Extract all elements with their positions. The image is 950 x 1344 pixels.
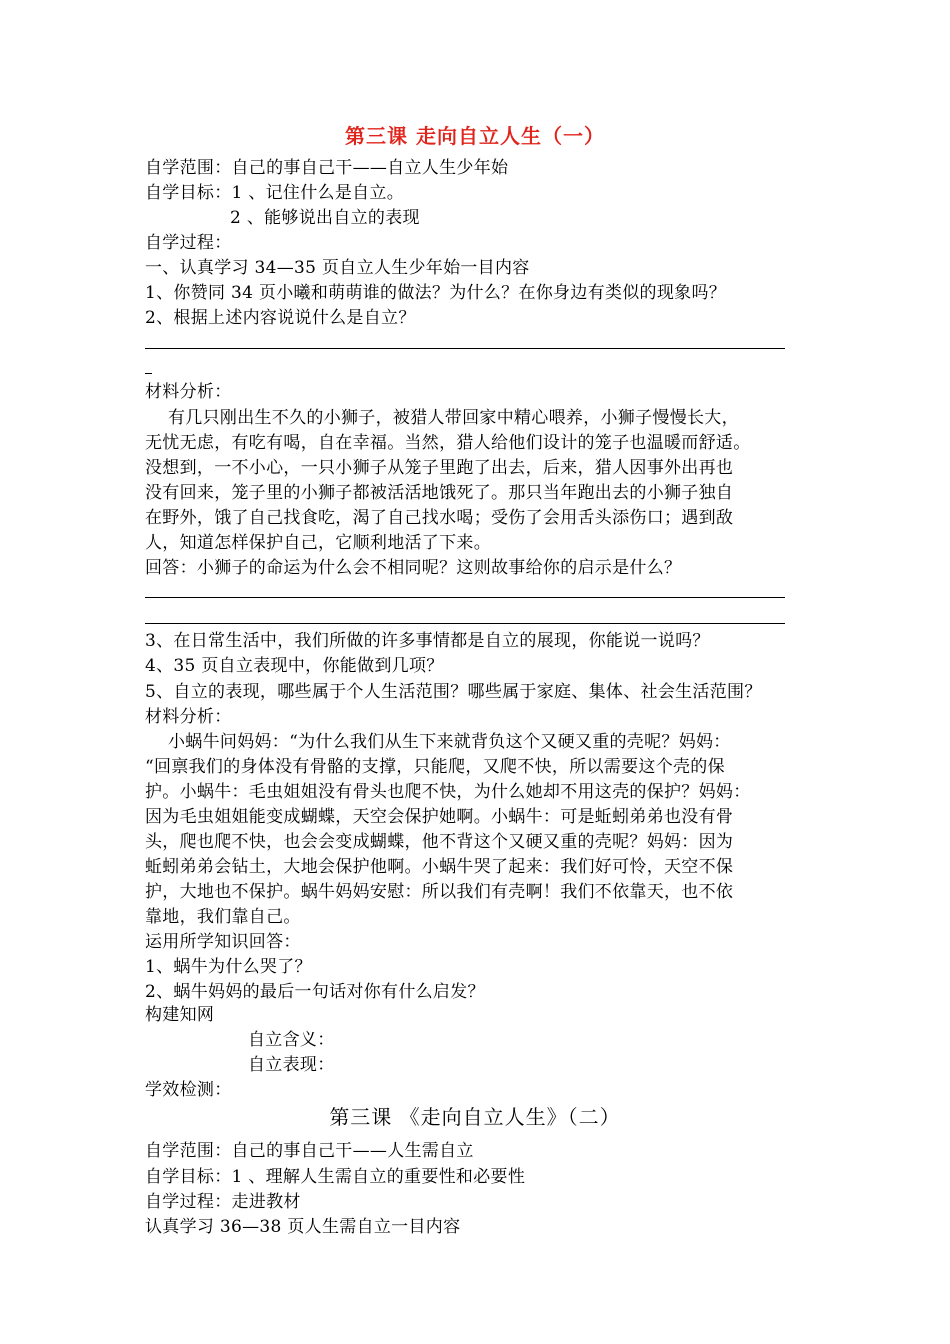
story-1-line: 没有回来，笼子里的小狮子都被活活地饿死了。那只当年跑出去的小狮子独自 bbox=[145, 483, 734, 503]
story-1-line: 在野外，饿了自己找食吃，渴了自己找水喝；受伤了会用舌头添伤口；遇到敌 bbox=[145, 508, 734, 528]
lesson1-title: 第三课 走向自立人生（一） bbox=[345, 124, 605, 148]
lesson1-goal-2: 2 、能够说出自立的表现 bbox=[230, 208, 420, 228]
lesson1-process: 自学过程： bbox=[145, 233, 232, 253]
question-5: 5、自立的表现，哪些属于个人生活范围？哪些属于家庭、集体、社会生活范围？ bbox=[145, 682, 762, 702]
lesson2-goal-1: 自学目标：1 、理解人生需自立的重要性和必要性 bbox=[145, 1167, 526, 1187]
answer-line-stub bbox=[145, 373, 152, 374]
story-2-line: 头，爬也爬不快，也会会变成蝴蝶，他不背这个又硬又重的壳呢？妈妈：因为 bbox=[145, 832, 734, 852]
story-2-line: 因为毛虫姐姐能变成蝴蝶，天空会保护她啊。小蜗牛：可是蚯蚓弟弟也没有骨 bbox=[145, 807, 734, 827]
lesson2-process: 自学过程：走进教材 bbox=[145, 1192, 301, 1212]
question-4: 4、35 页自立表现中，你能做到几项？ bbox=[145, 656, 444, 676]
story-1-line: 无忧无虑，有吃有喝，自在幸福。当然，猎人给他们设计的笼子也温暖而舒适。 bbox=[145, 433, 751, 453]
question-3: 3、在日常生活中，我们所做的许多事情都是自立的展现，你能说一说吗？ bbox=[145, 631, 710, 651]
answer-prompt: 回答：小狮子的命运为什么会不相同呢？这则故事给你的启示是什么？ bbox=[145, 558, 682, 578]
story-2-line: “回禀我们的身体没有骨骼的支撑，只能爬，又爬不快，所以需要这个壳的保 bbox=[145, 757, 725, 777]
lesson2-step-1: 认真学习 36—38 页人生需自立一目内容 bbox=[145, 1217, 461, 1237]
apply-prompt: 运用所学知识回答： bbox=[145, 932, 301, 952]
story-1-line: 人，知道怎样保护自己，它顺利地活了下来。 bbox=[145, 533, 491, 553]
check-heading: 学效检测： bbox=[145, 1080, 232, 1100]
lesson1-step-1: 一、认真学习 34—35 页自立人生少年始一目内容 bbox=[145, 258, 530, 278]
apply-question-2: 2、蜗牛妈妈的最后一句话对你有什么启发？ bbox=[145, 982, 485, 1002]
story-2-line: 护，大地也不保护。蜗牛妈妈安慰：所以我们有壳啊！我们不依靠天，也不依 bbox=[145, 882, 734, 902]
story-1-line: 有几只刚出生不久的小狮子，被猎人带回家中精心喂养，小狮子慢慢长大， bbox=[168, 408, 739, 428]
knowledge-net-heading: 构建知网 bbox=[145, 1005, 215, 1025]
answer-line bbox=[145, 623, 785, 624]
story-2-line: 护。小蜗牛：毛虫姐姐没有骨头也爬不快，为什么她却不用这壳的保护？妈妈： bbox=[145, 782, 751, 802]
lesson1-scope: 自学范围：自己的事自己干——自立人生少年始 bbox=[145, 158, 509, 178]
material-label-1: 材料分析： bbox=[145, 382, 232, 402]
apply-question-1: 1、蜗牛为什么哭了？ bbox=[145, 957, 312, 977]
story-2-line: 小蜗牛问妈妈：“为什么我们从生下来就背负这个又硬又重的壳呢？妈妈： bbox=[168, 732, 731, 752]
question-1: 1、你赞同 34 页小曦和萌萌谁的做法？为什么？在你身边有类似的现象吗？ bbox=[145, 283, 727, 303]
story-2-line: 靠地，我们靠自己。 bbox=[145, 907, 301, 927]
story-2-line: 蚯蚓弟弟会钻土，大地会保护他啊。小蜗牛哭了起来：我们好可怜，天空不保 bbox=[145, 857, 734, 877]
story-1-line: 没想到，一不小心，一只小狮子从笼子里跑了出去，后来，猎人因事外出再也 bbox=[145, 458, 734, 478]
net-item-expression: 自立表现： bbox=[248, 1055, 335, 1075]
question-2: 2、根据上述内容说说什么是自立？ bbox=[145, 308, 416, 328]
lesson2-scope: 自学范围：自己的事自己干——人生需自立 bbox=[145, 1141, 474, 1161]
material-label-2: 材料分析： bbox=[145, 707, 232, 727]
answer-line bbox=[145, 597, 785, 598]
lesson2-title: 第三课 《走向自立人生》（二） bbox=[329, 1105, 621, 1129]
lesson1-goal-1: 自学目标：1 、记住什么是自立。 bbox=[145, 183, 405, 203]
net-item-meaning: 自立含义： bbox=[248, 1030, 335, 1050]
answer-line bbox=[145, 348, 785, 349]
